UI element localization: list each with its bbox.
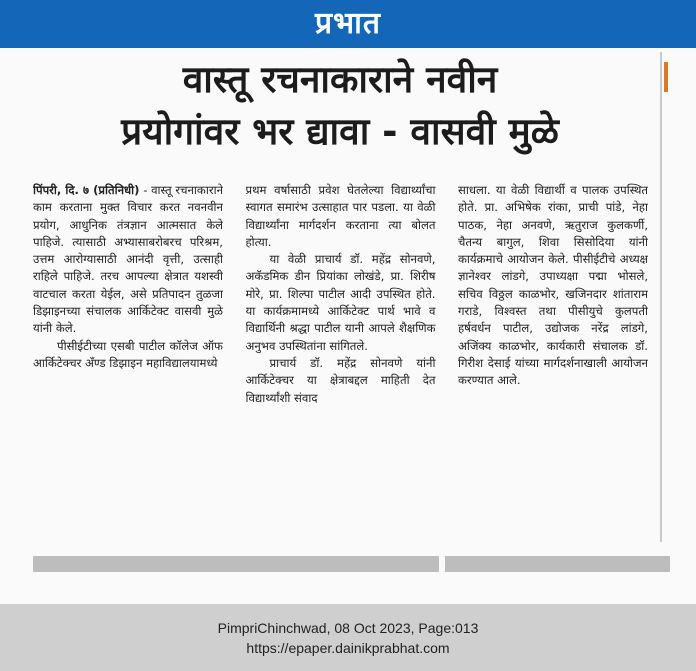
headline-line-2: प्रयोगांवर भर द्यावा - वासवी मुळे: [121, 110, 559, 153]
edition-info: PimpriChinchwad, 08 Oct 2023, Page:013: [217, 619, 479, 636]
prabhat-logo: प्रभात: [314, 6, 382, 41]
dateline: पिंपरी, दि. ७ (प्रतिनिधी): [33, 183, 140, 197]
col1-paragraph-1: [33, 182, 223, 338]
headline-line-1: वास्तू रचनाकाराने नवीन: [182, 58, 498, 101]
col1-paragraph-2: पीसीईटीच्या एसबी पाटील कॉलेज ऑफ आर्किटेक्चर अँण्ड डिझाइन महाविद्यालयामध्ये: [33, 338, 223, 370]
article-column-3: [458, 182, 648, 542]
masthead: [0, 0, 696, 48]
col1-paragraph-1-text: - वास्तू रचनाकाराने काम करताना मुक्त विचार करत नवनवीन प्रयोग, आधुनिक तंत्रज्ञान आत्मसात केले पाहिजे. त्यासाठी अभ्यासाबरोबरच परिश्रम, उत्तम आरोग्यासाठी आनंदी वृत्ती, उत्साही राहिले पाहिजे. तरच आपल्या क्षेत्रात यशस्वी वाटचाल करता येईल, असे प्रतिपादन तुळजा डिझाइनच्या संचालक आर्किटेक्ट वासवी मुळे यांनी केले.: [33, 183, 223, 336]
clipping-edge-mark: [664, 62, 668, 92]
article-body: [33, 182, 648, 542]
epaper-url-link[interactable]: https://epaper.dainikprabhat.com: [246, 639, 450, 656]
article-column-2: [246, 182, 436, 542]
epaper-footer: [0, 604, 696, 671]
col3-paragraph-1: साधला. या वेळी विद्यार्थी व पालक उपस्थित होते. प्रा. अभिषेक रांका, प्राची पांडे, नेहा पाठक, नेहा अनवणे, ऋतुराज कुलकर्णी, चैतन्य बागुल, शिवा सिसोदिया यांनी कार्यक्रमाचे आयोजन केले. पीसीईटीचे अध्यक्ष ज्ञानेश्वर लांडगे, उपाध्यक्षा पद्मा भोसले, सचिव विठ्ठल काळभोर, खजिनदार शांताराम गराडे, विश्वस्त तथा पीसीयुचे कुलपती हर्षवर्धन पाटील, उद्योजक नरेंद्र लांडगे, अजिंक्य काळभोर, कार्यकारी संचालक डॉ. गिरीश देसाई यांच्या मार्गदर्शनाखाली आयोजन करण्यात आले.: [458, 183, 648, 388]
col2-paragraph-2: या वेळी प्राचार्य डॉ. महेंद्र सोनवणे, अकॅडमिक डीन प्रियांका लोखंडे, प्रा. शिरीष मोरे, प्रा. शिल्पा पाटील आदी उपस्थित होते. या कार्यक्रमामध्ये आर्किटेक्ट पार्थ भावे व विद्यार्थिनी श्रद्धा पाटील यानी आपले शैक्षणिक अनुभव उपस्थितांना सांगितले.: [245, 252, 436, 353]
clipping-bottom-bar-left: [33, 556, 439, 572]
column-divider: [660, 52, 662, 542]
col2-paragraph-3: प्राचार्य डॉ. महेंद्र सोनवणे यांनी आर्किटेक्चर या क्षेत्राबद्दल माहिती देत विद्यार्थ्यांशी संवाद: [245, 355, 436, 405]
clipping-bottom-bar-right: [445, 556, 670, 572]
article-headline: [20, 54, 660, 158]
col2-paragraph-1: प्रथम वर्षासाठी प्रवेश घेतलेल्या विद्यार्थ्यांचा स्वागत समारंभ उत्साहात पार पडला. या वेळी विद्यार्थ्यांना मार्गदर्शन करताना त्या बोलत होत्या.: [245, 183, 436, 249]
article-column-1: [33, 182, 223, 542]
